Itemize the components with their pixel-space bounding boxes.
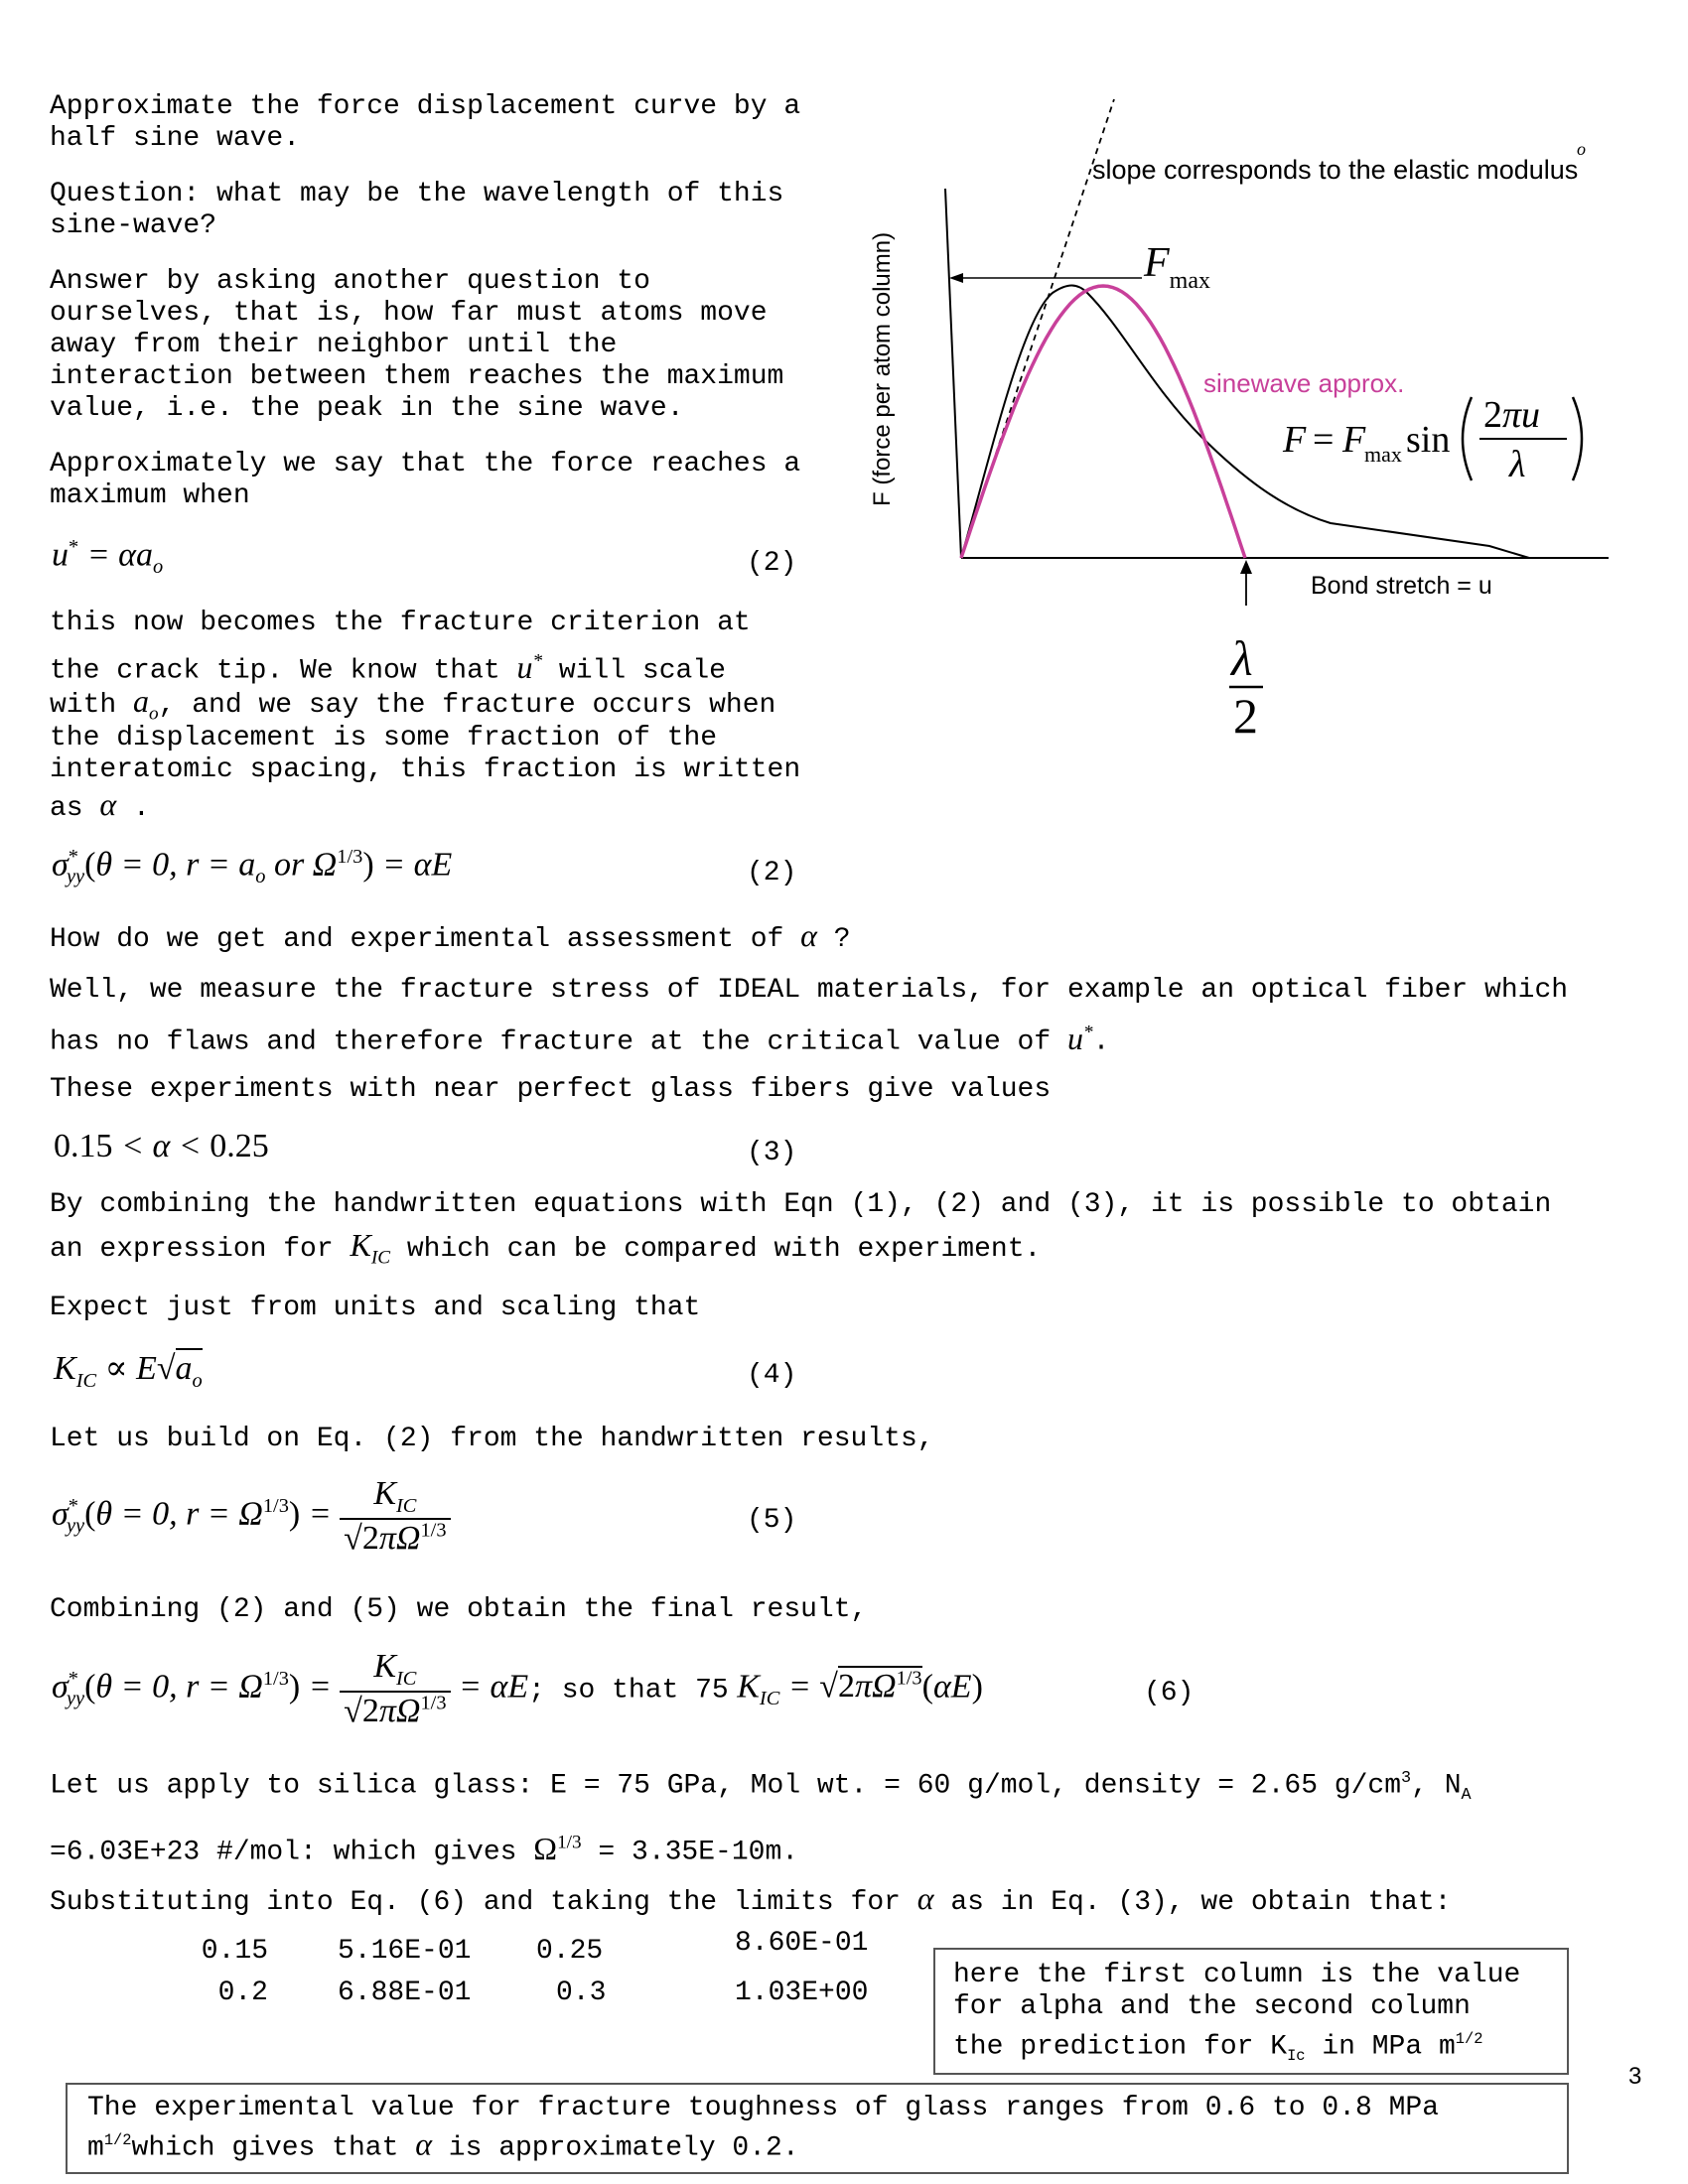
sinewave-curve (961, 286, 1245, 558)
eq-number: (4) (747, 1360, 797, 1391)
para-substituting: Substituting into Eq. (6) and taking the limits for α as in Eq. (3), we obtain that: (50, 1880, 1452, 1918)
para-ideal-materials-1: Well, we measure the fracture stress of IDEAL materials, for example an optical fiber which (50, 975, 1569, 1006)
slope-label-o: o (1577, 139, 1586, 159)
svg-text:2: 2 (1233, 688, 1258, 744)
para-fracture-criterion-3: with $a_o$, and we say the fracture occurs when (50, 683, 776, 725)
para-fracture-criterion-5: as α . (50, 786, 150, 824)
equation-final-result: $\sigma^*_{yy}(\theta = 0$, $r = \Omega^{1/3}$) = $\frac{K_{IC}}{√2\pi\Omega^{1/3}}$ = αE; so that 75 $K_{IC} = √2\pi\Omega^{1/3}(\alpha E)$ (52, 1648, 983, 1730)
fmax-label: $F_{max}$ (1144, 240, 1210, 294)
para-silica-1: Let us apply to silica glass: E = 75 GPa, Mol wt. = 60 g/mol, density = 2.65 $g/cm^3$, $N_A$ (50, 1769, 1472, 1805)
svg-text:λ: λ (1231, 630, 1253, 686)
x-axis-label: Bond stretch = u (1311, 572, 1492, 600)
equation-sigma-kic: $\sigma^*_{yy}(\theta = 0$, $r = \Omega^{1/3}$) = $\frac{K_{IC}}{√2\pi\Omega^{1/3}}$ (52, 1475, 451, 1558)
eq-number: (6) (1144, 1678, 1195, 1708)
para-silica-2: =6.03E+23 #/mol: which gives $\Omega^{1/3} = 3.35E-10m$. (50, 1830, 799, 1868)
para-approx: Approximately we say that the force reaches a maximum when (50, 449, 801, 511)
equation-u-star: $u^* = \alpha a_o$ (52, 536, 164, 579)
para-fracture-criterion-4: the displacement is some fraction of the interatomic spacing, this fraction is written (50, 723, 801, 785)
svg-text:λ: λ (1509, 444, 1526, 485)
svg-text:F: F (1283, 419, 1307, 461)
para-half-sine: Approximate the force displacement curve by a half sine wave. (50, 91, 801, 154)
para-fracture-criterion-2: the crack tip. We know that u* will scale (50, 648, 726, 687)
svg-text:max: max (1364, 442, 1402, 467)
para-question: Question: what may be the wavelength of this sine-wave? (50, 179, 784, 241)
para-answer: Answer by asking another question to ourselves, that is, how far must atoms move away from their neighbor until the interaction between them reaches the maximum value, i.e. the peak in the sine wave. (50, 266, 784, 424)
note-box: here the first column is the value for alpha and the second column the prediction for $K_{Ic}$ in MPa $m^{1/2}$ (933, 1948, 1569, 2075)
svg-text:2πu: 2πu (1483, 394, 1541, 436)
eq-number: (5) (747, 1505, 797, 1536)
y-axis (945, 189, 961, 558)
svg-text:F: F (1342, 419, 1366, 461)
force-displacement-figure (854, 89, 1648, 764)
para-fracture-criterion-1: this now becomes the fracture criterion at (50, 608, 751, 638)
page-number: 3 (1628, 2063, 1642, 2090)
sine-formula (1282, 394, 1582, 485)
fmax-arrowhead (949, 273, 963, 283)
para-combining-1: By combining the handwritten equations with Eqn (1), (2) and (3), it is possible to obtain (50, 1189, 1552, 1220)
para-combining-final: Combining (2) and (5) we obtain the final result, (50, 1594, 868, 1625)
sinewave-label: sinewave approx. (1203, 368, 1405, 398)
para-expect: Expect just from units and scaling that (50, 1293, 701, 1323)
table-row: 0.2 6.88E-01 0.3 1.03E+00 (217, 1978, 869, 2008)
svg-text:sin: sin (1406, 419, 1451, 461)
equation-kic-scaling: $K_{IC} \propto E√a_o$ (54, 1350, 203, 1392)
y-axis-label: F (force per atom column) (869, 231, 896, 506)
lambda-half-label (1229, 630, 1263, 744)
equation-alpha-range: 0.15 < α < 0.25 (54, 1128, 269, 1164)
para-experimental-assessment: How do we get and experimental assessment of α ? (50, 917, 851, 955)
para-build-on: Let us build on Eq. (2) from the handwritten results, (50, 1424, 934, 1454)
para-combining-2: an expression for $K_{IC}$ which can be compared with experiment. (50, 1227, 1042, 1269)
para-ideal-materials-2: has no flaws and therefore fracture at the critical value of u*. (50, 1020, 1110, 1058)
slope-label: slope corresponds to the elastic modulus (1092, 155, 1579, 185)
eq-number: (2) (747, 858, 797, 888)
eq-number: (2) (747, 548, 797, 579)
results-table (139, 1928, 894, 2019)
conclusion-box: The experimental value for fracture toughness of glass ranges from 0.6 to 0.8 MPa $m^{1/2}which$ gives that α is approximately 0.2. (66, 2083, 1569, 2174)
lambda-half-arrowhead (1240, 560, 1252, 574)
eq-number: (3) (747, 1138, 797, 1168)
svg-text:=: = (1313, 419, 1335, 461)
para-glass-fibers: These experiments with near perfect glass fibers give values (50, 1074, 1052, 1105)
equation-sigma-alpha-e: $\sigma^*_{yy}(\theta = 0$, $r = a_o$ or $\Omega^{1/3}) = \alpha E$ (52, 846, 453, 888)
table-row: 0.15 5.16E-01 0.25 8.60E-01 (201, 1928, 869, 1967)
